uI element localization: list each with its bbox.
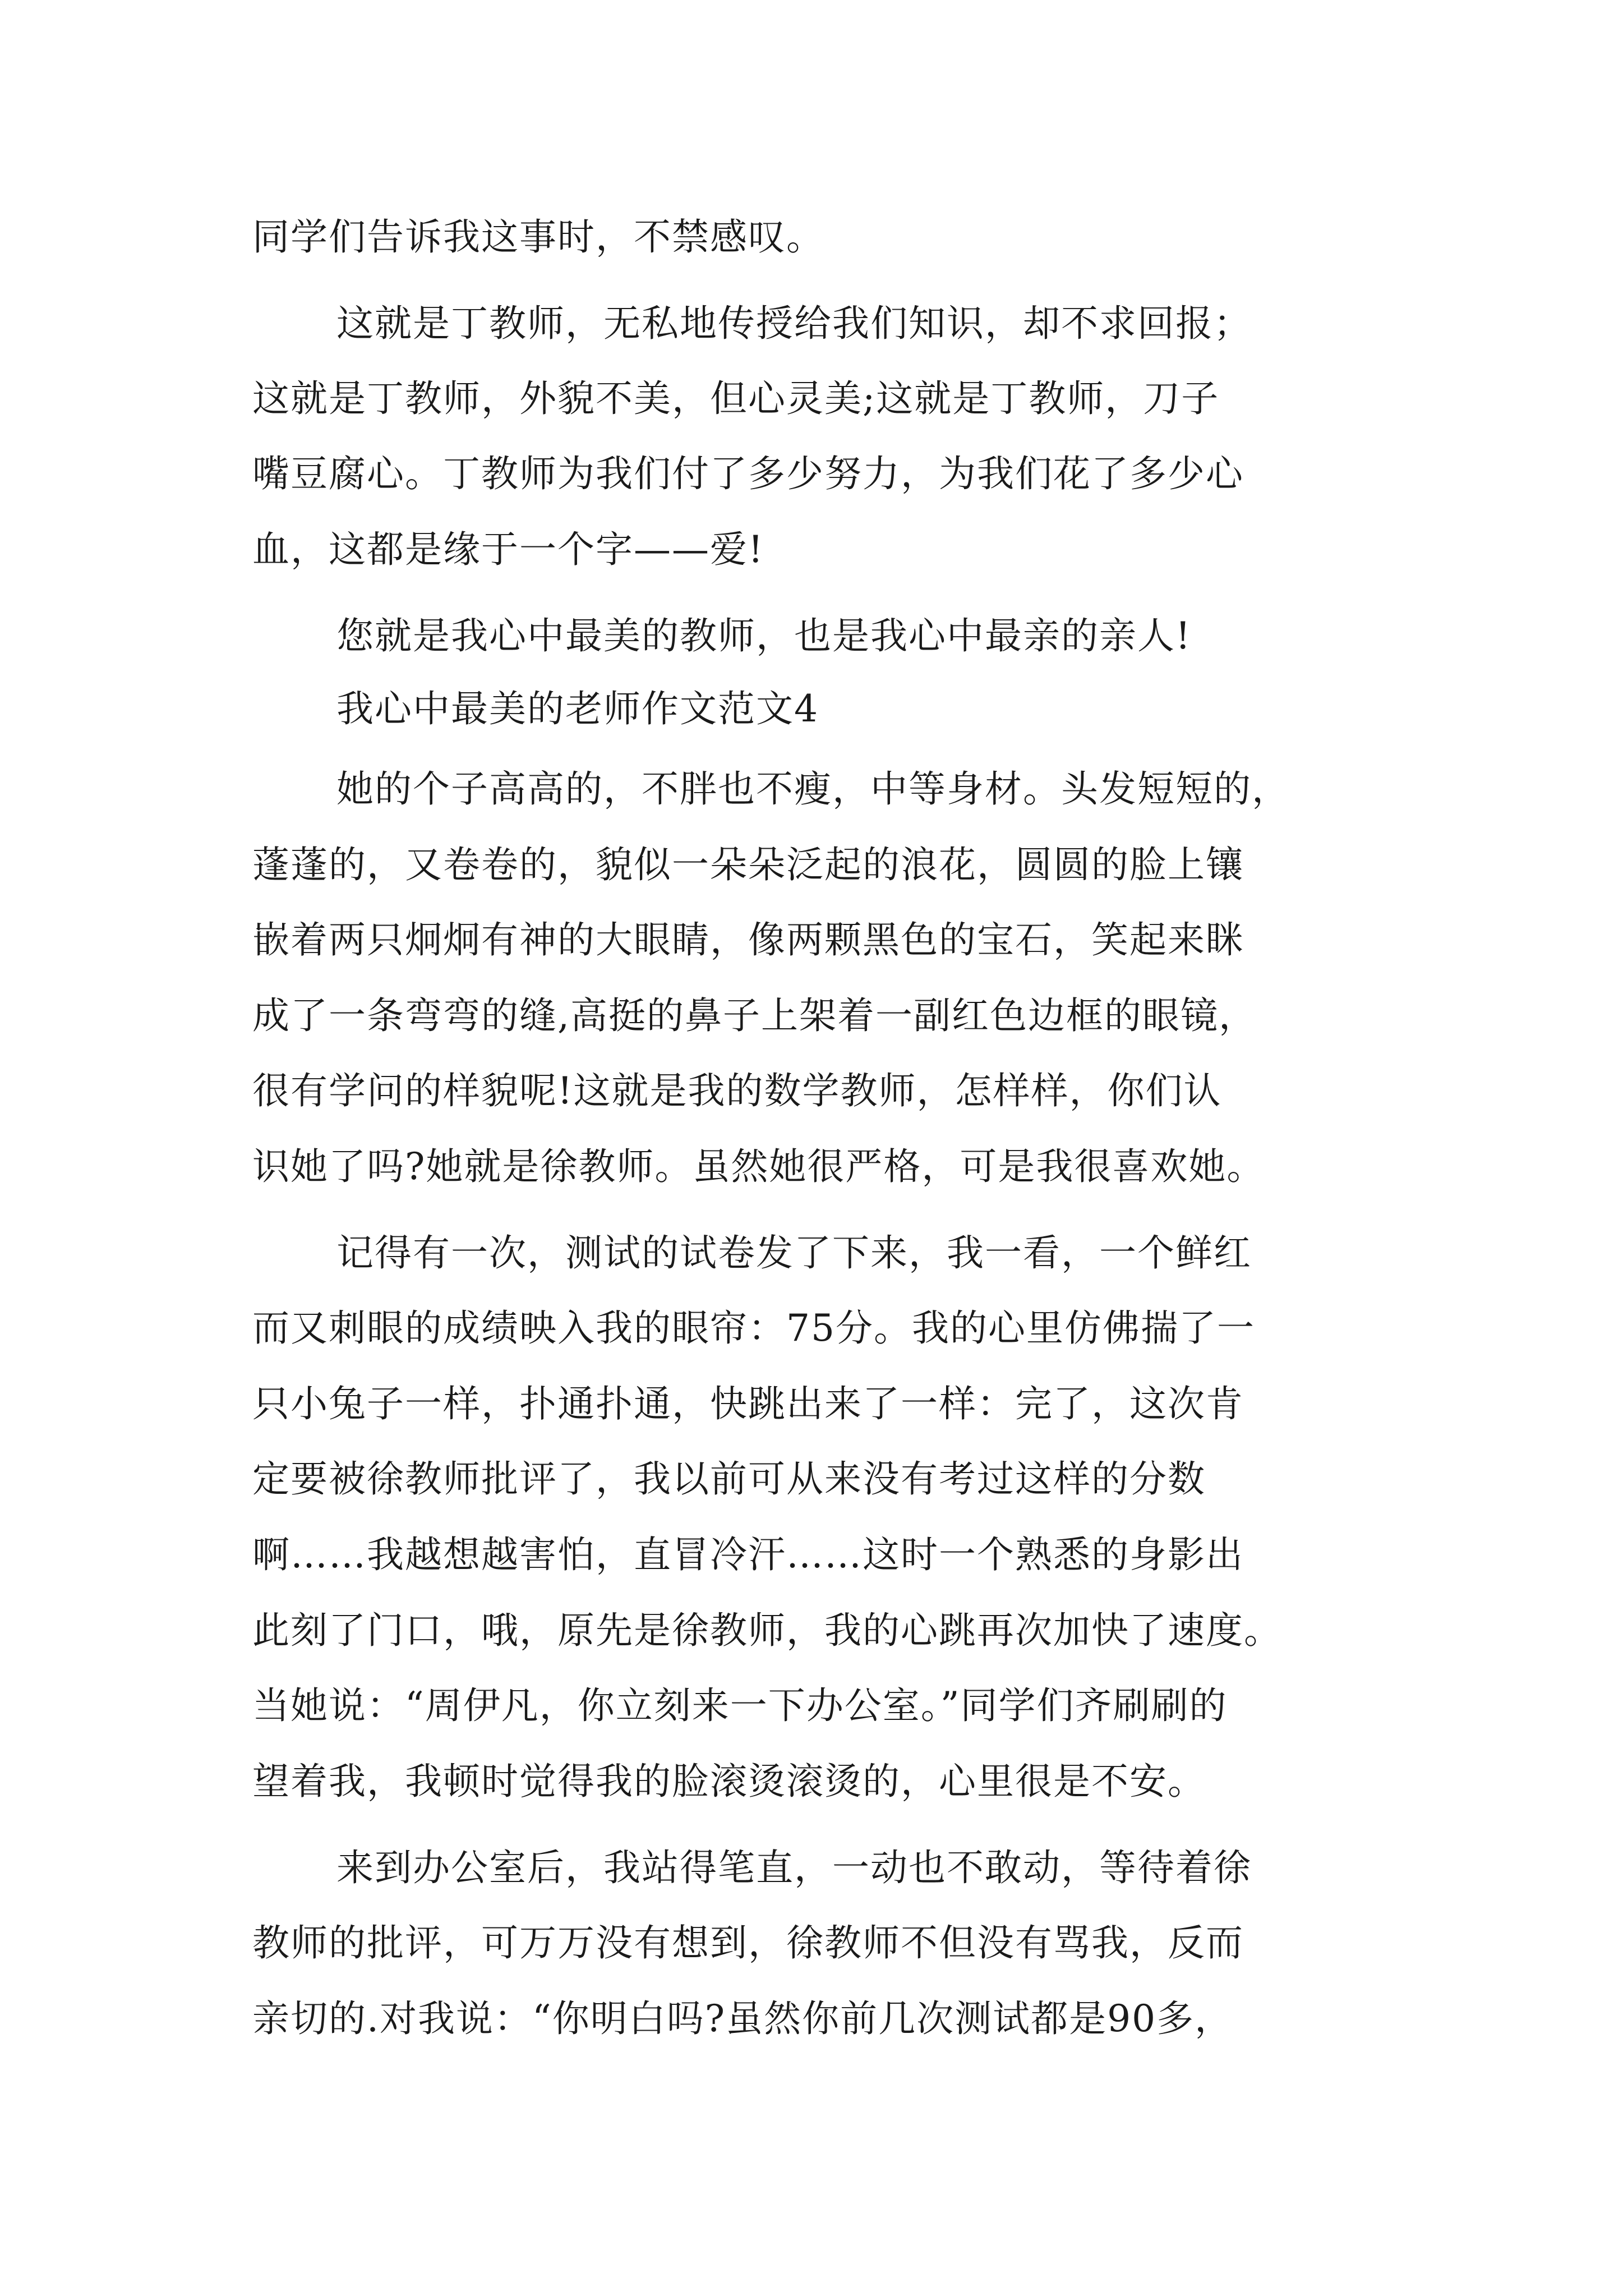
text-line-13: 识她了吗?她就是徐教师。虽然她很严格，可是我很喜欢她。 <box>252 1145 1265 1188</box>
text-line-17: 定要被徐教师批评了，我以前可从来没有考过这样的分数 <box>252 1457 1206 1501</box>
text-line-4: 嘴豆腐心。丁教师为我们付了多少努力，为我们花了多少心 <box>252 452 1244 495</box>
text-line-23: 教师的批评，可万万没有想到，徐教师不但没有骂我，反而 <box>252 1921 1244 1964</box>
text-line-12: 很有学问的样貌呢!这就是我的数学教师，怎样样，你们认 <box>252 1069 1222 1112</box>
text-line-5: 血，这都是缘于一个字——爱! <box>252 528 764 571</box>
text-line-10: 嵌着两只炯炯有神的大眼睛，像两颗黑色的宝石，笑起来眯 <box>252 918 1244 961</box>
text-line-3: 这就是丁教师，外貌不美，但心灵美;这就是丁教师，刀子 <box>252 377 1220 420</box>
text-line-8: 她的个子高高的，不胖也不瘦，中等身材。头发短短的， <box>336 767 1290 811</box>
text-line-22: 来到办公室后，我站得笔直，一动也不敢动，等待着徐 <box>336 1846 1252 1889</box>
text-line-14: 记得有一次，测试的试卷发了下来，我一看，一个鲜红 <box>336 1231 1252 1274</box>
text-line-11: 成了一条弯弯的缝,高挺的鼻子上架着一副红色边框的眼镜， <box>252 994 1257 1037</box>
text-line-20: 当她说：“周伊凡，你立刻来一下办公室。”同学们齐刷刷的 <box>252 1684 1228 1727</box>
text-line-18: 啊……我越想越害怕，直冒冷汗……这时一个熟悉的身影出 <box>252 1533 1244 1576</box>
text-line-2: 这就是丁教师，无私地传授给我们知识，却不求回报； <box>336 302 1252 345</box>
text-line-15: 而又刺眼的成绩映入我的眼帘：75分。我的心里仿佛揣了一 <box>252 1306 1255 1350</box>
text-line-1: 同学们告诉我这事时，不禁感叹。 <box>252 215 824 259</box>
text-line-24: 亲切的.对我说：“你明白吗?虽然你前几次测试都是90多， <box>252 1997 1233 2040</box>
text-line-19: 此刻了门口，哦，原先是徐教师，我的心跳再次加快了速度。 <box>252 1609 1282 1652</box>
text-line-6: 您就是我心中最美的教师，也是我心中最亲的亲人! <box>336 614 1192 657</box>
text-line-9: 蓬蓬的，又卷卷的，貌似一朵朵泛起的浪花，圆圆的脸上镶 <box>252 843 1244 886</box>
section-heading: 我心中最美的老师作文范文4 <box>336 687 819 730</box>
text-line-16: 只小兔子一样，扑通扑通，快跳出来了一样：完了，这次肯 <box>252 1382 1244 1425</box>
text-line-21: 望着我，我顿时觉得我的脸滚烫滚烫的，心里很是不安。 <box>252 1760 1206 1803</box>
